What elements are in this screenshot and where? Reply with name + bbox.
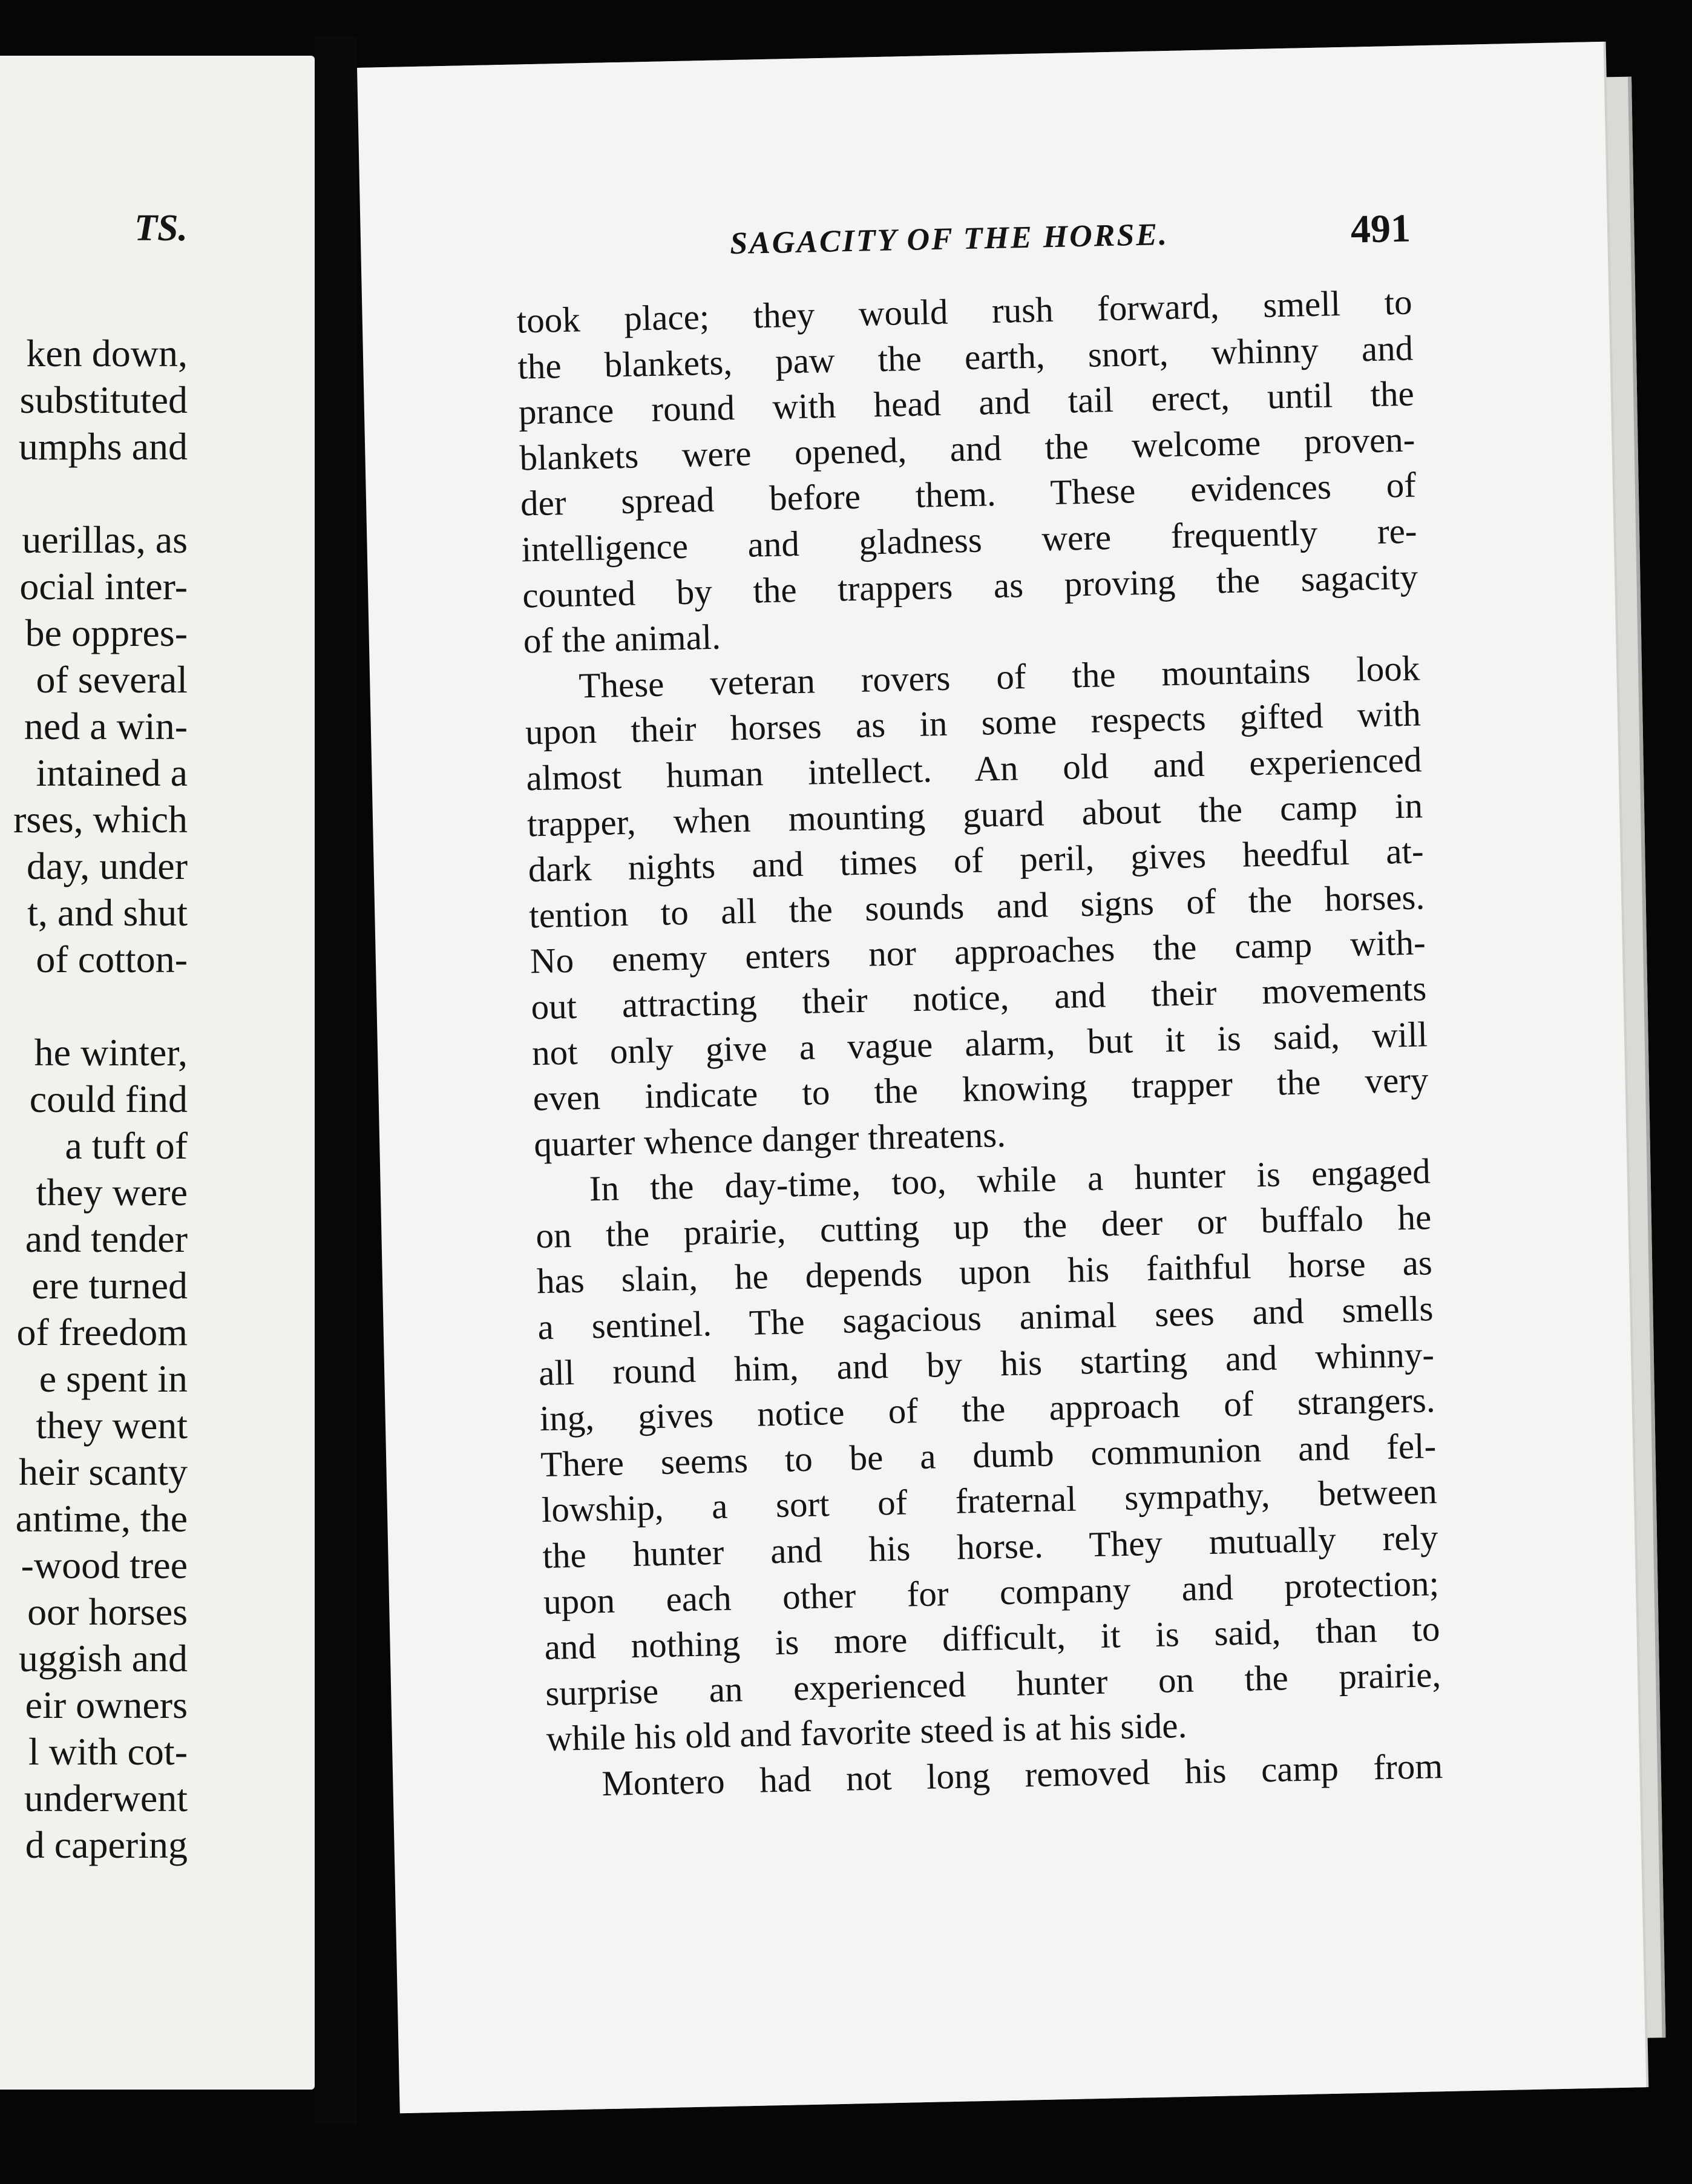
left-line: ned a win- bbox=[24, 705, 188, 748]
running-title: SAGACITY OF THE HORSE. bbox=[729, 217, 1169, 261]
page-number: 491 bbox=[1350, 206, 1411, 252]
text-line: tention to all the sounds and signs of the horses. bbox=[528, 877, 1425, 936]
left-line: ere turned bbox=[31, 1264, 188, 1307]
text-line: No enemy enters nor approaches the camp with- bbox=[530, 922, 1426, 981]
left-line: of cotton- bbox=[36, 938, 188, 981]
text-line: intelligence and gladness were frequently re- bbox=[521, 510, 1418, 570]
text-line: on the prairie, cutting up the deer or buffalo he bbox=[535, 1197, 1432, 1256]
left-page bbox=[0, 56, 315, 2090]
left-line: e spent in bbox=[39, 1357, 188, 1400]
text-line: and nothing is more difficult, it is said, than to bbox=[544, 1608, 1441, 1668]
text-line: dark nights and times of peril, gives heedful at- bbox=[528, 831, 1425, 890]
text-line: took place; they would rush forward, smell to bbox=[516, 281, 1413, 341]
left-line: they went bbox=[36, 1404, 188, 1447]
left-line: uggish and bbox=[18, 1637, 188, 1680]
text-line: These veteran rovers of the mountains look bbox=[578, 648, 1420, 706]
left-line: intained a bbox=[36, 751, 188, 794]
left-line: t, and shut bbox=[27, 891, 188, 934]
text-line: prance round with head and tail erect, until the bbox=[518, 373, 1415, 432]
text-line: not only give a vague alarm, but it is said, will bbox=[531, 1013, 1428, 1073]
left-line: of freedom bbox=[16, 1311, 188, 1353]
left-line: they were bbox=[36, 1171, 188, 1214]
left-line: oor horses bbox=[27, 1590, 188, 1633]
left-line: umphs and bbox=[18, 425, 188, 468]
left-line: ocial inter- bbox=[19, 565, 188, 608]
left-running-head-fragment: TS. bbox=[134, 208, 188, 249]
left-line: substituted bbox=[19, 378, 188, 421]
text-line: even indicate to the knowing trapper the very bbox=[533, 1059, 1429, 1119]
left-line: eir owners bbox=[25, 1683, 188, 1726]
text-line: has slain, he depends upon his faithful horse as bbox=[536, 1242, 1433, 1301]
text-line: der spread before them. These evidences of bbox=[520, 464, 1417, 524]
text-line: while his old and favorite steed is at his side. bbox=[546, 1705, 1187, 1759]
left-line: d capering bbox=[25, 1823, 188, 1866]
left-line: a tuft of bbox=[65, 1124, 188, 1167]
text-line: counted by the trappers as proving the sagacity bbox=[522, 556, 1418, 616]
left-line: ken down, bbox=[26, 332, 188, 375]
text-line: blankets were opened, and the welcome proven- bbox=[519, 419, 1415, 478]
left-line: -wood tree bbox=[21, 1544, 188, 1587]
text-line: lowship, a sort of fraternal sympathy, between bbox=[541, 1471, 1438, 1530]
left-line: of several bbox=[36, 658, 188, 701]
running-head bbox=[514, 190, 1412, 294]
text-line: almost human intellect. An old and experienced bbox=[525, 739, 1423, 798]
text-line: Montero had not long removed his camp from bbox=[601, 1746, 1443, 1804]
left-line: underwent bbox=[24, 1777, 188, 1820]
left-line: l with cot- bbox=[28, 1730, 188, 1773]
left-line: and tender bbox=[25, 1217, 188, 1260]
text-line: There seems to be a dumb communion and fel- bbox=[540, 1426, 1437, 1484]
left-line: antime, the bbox=[15, 1497, 188, 1540]
text-line: a sentinel. The sagacious animal sees and smells bbox=[537, 1288, 1434, 1347]
text-line: trapper, when mounting guard about the camp in bbox=[526, 784, 1423, 844]
left-line: he winter, bbox=[34, 1031, 188, 1074]
left-line: could find bbox=[29, 1077, 188, 1120]
text-line: quarter whence danger threatens. bbox=[533, 1114, 1006, 1164]
left-line: heir scanty bbox=[19, 1450, 188, 1493]
text-line: the blankets, paw the earth, snort, whinny and bbox=[517, 327, 1414, 387]
left-line: uerillas, as bbox=[22, 518, 188, 561]
book-gutter bbox=[315, 36, 357, 2125]
text-line: ing, gives notice of the approach of strangers. bbox=[539, 1380, 1436, 1439]
text-line: of the animal. bbox=[523, 616, 721, 661]
body-text bbox=[516, 280, 1443, 1808]
text-line: surprise an experienced hunter on the prairie, bbox=[545, 1654, 1441, 1713]
text-line: upon their horses as in some respects gifted with bbox=[525, 693, 1421, 752]
text-line: all round him, and by his starting and whinny- bbox=[538, 1334, 1435, 1393]
left-line: rses, which bbox=[13, 798, 188, 841]
text-line: upon each other for company and protection; bbox=[543, 1562, 1440, 1622]
text-line: the hunter and his horse. They mutually rely bbox=[542, 1517, 1438, 1576]
left-line: day, under bbox=[27, 844, 188, 887]
text-line: out attracting their notice, and their movements bbox=[530, 968, 1427, 1027]
left-line: be oppres- bbox=[25, 611, 188, 654]
text-line: In the day-time, too, while a hunter is engaged bbox=[589, 1151, 1431, 1209]
right-page-content bbox=[514, 190, 1443, 1808]
right-page bbox=[357, 42, 1646, 2113]
